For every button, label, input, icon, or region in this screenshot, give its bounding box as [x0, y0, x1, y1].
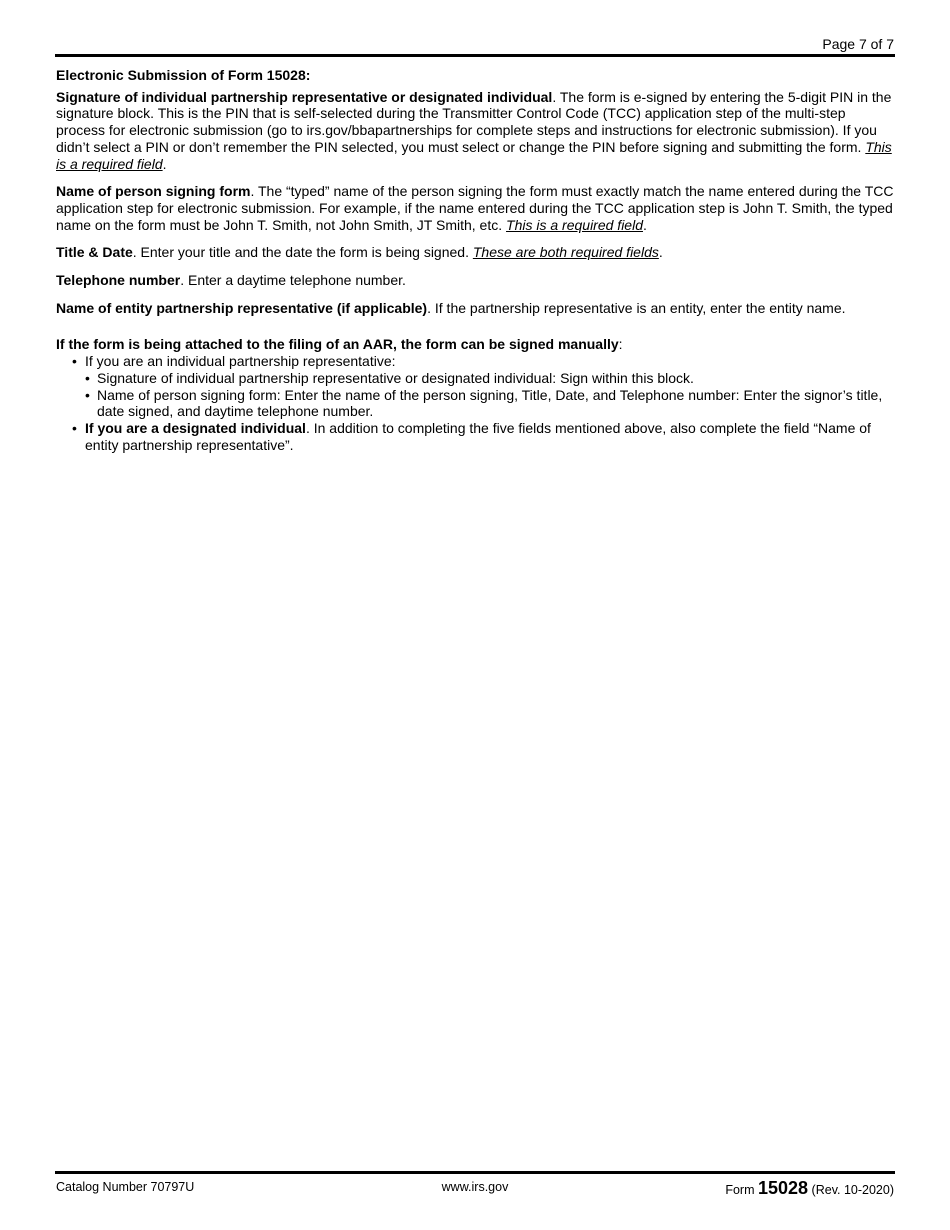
- entity-paragraph: [56, 300, 894, 317]
- title-date-text: . Enter your title and the date the form is being signed.: [132, 244, 473, 261]
- telephone-paragraph: [56, 272, 894, 289]
- designated-individual-label: If you are a designated individual: [85, 419, 306, 436]
- website: www.irs.gov: [441, 1180, 509, 1194]
- designated-individual-text: . In addition to completing the five fields mentioned above, also complete the field “Name of entity partnership representative”.: [85, 419, 871, 453]
- title-date-label: Title & Date: [56, 244, 133, 261]
- name-required-note: This is a required field: [506, 216, 643, 233]
- name-text: . The “typed” name of the person signing the form must exactly match the name entered during the TCC application step for electronic submission. For example, if the name entered during the TCC application step is John T. Smith, the typed name on the form must be John T. Smith, not John Smith, JT Smith, etc.: [56, 183, 894, 233]
- form-number: 15028: [758, 1178, 809, 1198]
- form-revision: (Rev. 10-2020): [811, 1183, 894, 1197]
- page-number: Page 7 of 7: [822, 36, 894, 52]
- manual-signing-list: [56, 353, 894, 453]
- manual-heading-end: :: [618, 336, 623, 353]
- signature-required-note: This is a required field: [56, 138, 892, 172]
- signature-end: .: [162, 155, 167, 172]
- manual-signing-heading: [56, 336, 894, 353]
- list-item: [56, 420, 894, 453]
- manual-signing-sublist: [85, 370, 894, 420]
- signature-paragraph: [56, 89, 894, 173]
- list-item: • Signature of individual partnership representative or designated individual: Sign within this block.: [85, 370, 894, 387]
- entity-label: Name of entity partnership representative (if applicable): [56, 299, 428, 316]
- instructions-content: [56, 67, 894, 453]
- form-identifier: [725, 1178, 894, 1199]
- section-title: Electronic Submission of Form 15028:: [56, 67, 311, 83]
- signature-label: Signature of individual partnership representative or designated individual: [56, 88, 553, 105]
- list-item: [56, 353, 894, 420]
- list-item: • Name of person signing form: Enter the name of the person signing, Title, Date, and Telephone number: Enter the signor’s title, date signed, and daytime telephone number.: [85, 387, 894, 420]
- entity-text: . If the partnership representative is an entity, enter the entity name.: [427, 299, 846, 316]
- manual-heading-text: If the form is being attached to the filing of an AAR, the form can be signed manually: [56, 336, 619, 353]
- title-date-end: .: [658, 244, 663, 261]
- catalog-number: Catalog Number 70797U: [56, 1180, 195, 1194]
- telephone-label: Telephone number: [56, 272, 181, 289]
- name-label: Name of person signing form: [56, 183, 251, 200]
- page-footer: [56, 1178, 894, 1200]
- name-paragraph: [56, 183, 894, 233]
- individual-representative-item: If you are an individual partnership representative:: [85, 353, 396, 370]
- top-rule: [55, 54, 895, 57]
- bottom-rule: [55, 1171, 895, 1174]
- signature-text: . The form is e-signed by entering the 5-digit PIN in the signature block. This is the PIN that is self-selected during the Transmitter Control Code (TCC) application step of the multi-step process for electronic submission (go to irs.gov/bbapartnerships for complete steps and instructions for electronic submission). If you didn’t select a PIN or don’t remember the PIN selected, you must select or change the PIN before signing and submitting the form.: [56, 88, 892, 155]
- form-prefix: Form: [725, 1183, 755, 1197]
- telephone-text: . Enter a daytime telephone number.: [180, 272, 406, 289]
- name-end: .: [642, 216, 647, 233]
- title-date-paragraph: [56, 244, 894, 261]
- title-date-required-note: These are both required fields: [472, 244, 659, 261]
